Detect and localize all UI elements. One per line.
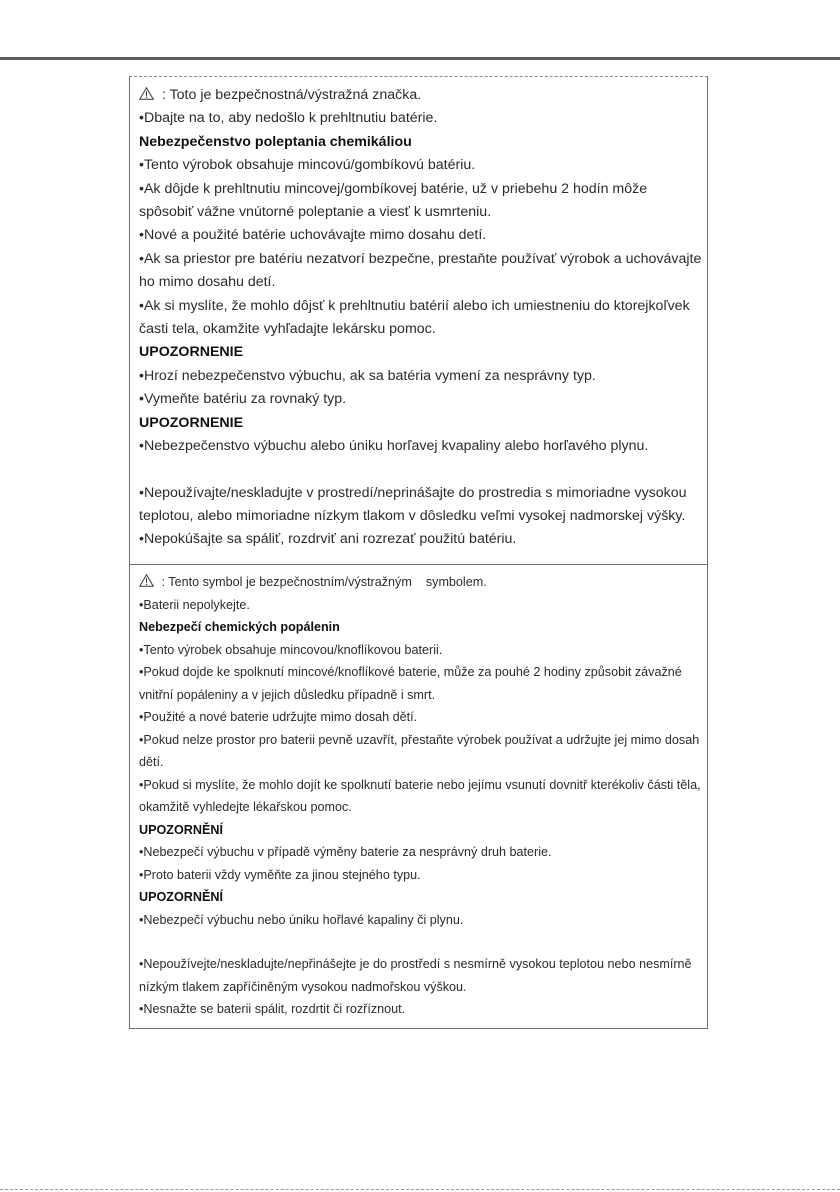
chem-item-5: •Pokud si myslíte, že mohlo dojít ke spolknutí baterie nebo jejímu vsunutí dovnitř kterékoliv části těla, okamžitě vyhledejte lékařskou pomoc. — [139, 777, 701, 814]
warning-heading-1: UPOZORNĚNÍ — [139, 822, 223, 837]
slovak-safety-section — [139, 84, 705, 552]
warning-triangle-icon — [139, 87, 154, 100]
warning-heading-2: UPOZORNĚNÍ — [139, 890, 223, 904]
footer-rule — [0, 1189, 840, 1190]
warning2-item-3: •Nepokúšajte sa spáliť, rozdrviť ani rozrezať použitú batériu. — [139, 531, 517, 548]
chem-item-4: •Pokud nelze prostor pro baterii pevně uzavřít, přestaňte výrobek používat a udržujte jej mimo dosah dětí. — [139, 732, 700, 769]
warning1-item-1: •Nebezpečí výbuchu v případě výměny baterie za nesprávný druh baterie. — [139, 845, 552, 859]
symbol-note-text: : Toto je bezpečnostná/výstražná značka. — [158, 87, 422, 103]
chem-item-5: •Ak si myslíte, že mohlo dôjsť k prehltnutiu batérií alebo ich umiestneniu do ktorejkoľvek časti tela, okamžite vyhľadajte lekársku pomoc. — [139, 297, 690, 338]
symbol-note — [139, 84, 705, 107]
warning2-item-2: •Nepoužívejte/neskladujte/nepřinášejte je do prostředí s nesmírně vysokou teplotou nebo nesmírně nízkým tlakem zapříčiněným vysokou nadmořskou výškou. — [139, 957, 692, 994]
warning2-item-3: •Nesnažte se baterii spálit, rozdrtit či rozříznout. — [139, 1002, 406, 1016]
warning1-item-2: •Vymeňte batériu za rovnaký typ. — [139, 391, 347, 408]
warning-triangle-icon — [139, 574, 154, 587]
warning-heading-1: UPOZORNENIE — [139, 344, 244, 361]
warning2-item-1: •Nebezpečí výbuchu nebo úniku hořlavé kapaliny či plynu. — [139, 912, 464, 927]
czech-safety-section — [139, 571, 705, 1021]
chem-item-3: •Nové a použité batérie uchovávajte mimo dosahu detí. — [139, 227, 487, 244]
warning1-item-1: •Hrozí nebezpečenstvo výbuchu, ak sa batéria vymení za nesprávny typ. — [139, 367, 596, 384]
warning2-item-2: •Nepoužívajte/neskladujte v prostredí/neprinášajte do prostredia s mimoriadne vysokou teplotou, alebo mimoriadne nízkym tlakom v dôsledku veľmi vysokej nadmorskej výšky. — [139, 484, 687, 524]
chem-item-1: •Tento výrobok obsahuje mincovú/gombíkovú batériu. — [139, 157, 476, 174]
intro-text: •Baterii nepolykejte. — [139, 597, 250, 612]
header-rule — [0, 57, 840, 60]
warning1-item-2: •Proto baterii vždy vyměňte za jinou stejného typu. — [139, 867, 421, 882]
intro-text: •Dbajte na to, aby nedošlo k prehltnutiu batérie. — [139, 110, 438, 127]
spacer — [139, 459, 705, 482]
symbol-note-text: : Tento symbol je bezpečnostním/výstražným symbolem. — [158, 575, 487, 589]
chem-item-2: •Pokud dojde ke spolknutí mincové/knoflíkové baterie, může za pouhé 2 hodiny způsobit závažné vnitřní popáleniny a v jejich důsledku případně i smrt. — [139, 665, 682, 702]
chem-item-2: •Ak dôjde k prehltnutiu mincovej/gombíkovej batérie, už v priebehu 2 hodín môže spôsobiť vážne vnútorné poleptanie a viesť k usmrteniu. — [139, 180, 648, 221]
spacer — [139, 931, 705, 953]
chem-item-1: •Tento výrobek obsahuje mincovou/knoflíkovou baterii. — [139, 642, 443, 657]
chemical-burn-heading: Nebezpečí chemických popálenin — [139, 620, 340, 634]
chem-item-3: •Použité a nové baterie udržujte mimo dosah dětí. — [139, 710, 418, 724]
warning2-item-1: •Nebezpečenstvo výbuchu alebo úniku horľavej kvapaliny alebo horľavého plynu. — [139, 438, 649, 455]
chemical-burn-heading: Nebezpečenstvo poleptania chemikáliou — [139, 133, 412, 150]
chem-item-4: •Ak sa priestor pre batériu nezatvorí bezpečne, prestaňte používať výrobok a uchovávajte ho mimo dosahu detí. — [139, 250, 702, 291]
symbol-note — [139, 571, 705, 594]
warning-heading-2: UPOZORNENIE — [139, 414, 244, 431]
